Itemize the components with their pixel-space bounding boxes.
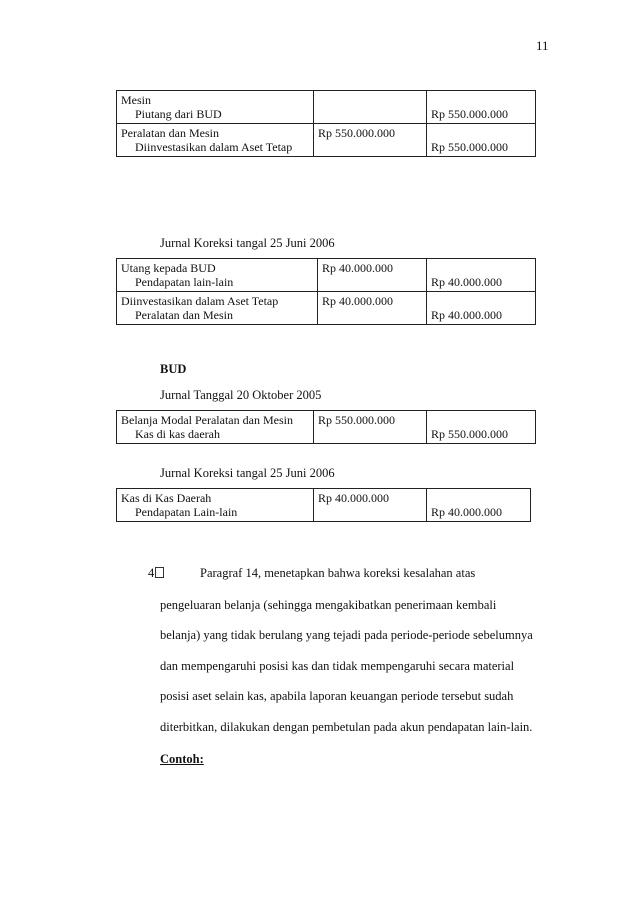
credit-account: Pendapatan Lain-lain — [135, 505, 238, 519]
debit-account: Kas di Kas Daerah — [121, 491, 212, 505]
account-cell — [117, 411, 314, 444]
credit-amount-cell — [427, 91, 536, 124]
journal-caption-3: Jurnal Tanggal 20 Oktober 2005 — [160, 388, 322, 402]
credit-amount: Rp 40.000.000 — [431, 505, 503, 519]
paragraph-number-text: 4 — [148, 566, 155, 580]
credit-amount-cell — [427, 124, 536, 157]
credit-account: Kas di kas daerah — [135, 427, 220, 441]
credit-amount: Rp 40.000.000 — [431, 275, 503, 289]
table-row — [117, 411, 536, 444]
table-row — [117, 259, 536, 292]
journal-table-3 — [116, 410, 536, 444]
credit-account: Peralatan dan Mesin — [135, 308, 233, 322]
debit-amount-cell — [318, 292, 427, 325]
debit-amount-cell — [314, 91, 427, 124]
paragraph-line: pengeluaran belanja (sehingga mengakibatkan penerimaan kembali — [160, 598, 497, 612]
credit-account: Pendapatan lain-lain — [135, 275, 234, 289]
page-number: 11 — [536, 38, 549, 53]
journal-table-1 — [116, 90, 536, 157]
debit-account: Belanja Modal Peralatan dan Mesin — [121, 413, 293, 427]
paragraph-line: posisi aset selain kas, apabila laporan keuangan periode tersebut sudah — [160, 689, 514, 703]
paragraph-line: belanja) yang tidak berulang yang tejadi pada periode-periode sebelumnya — [160, 628, 533, 642]
credit-account: Piutang dari BUD — [135, 107, 222, 121]
credit-amount: Rp 550.000.000 — [431, 427, 509, 441]
debit-amount: Rp 40.000.000 — [318, 491, 390, 505]
debit-account: Diinvestasikan dalam Aset Tetap — [121, 294, 279, 308]
section-heading: BUD — [160, 362, 187, 376]
debit-amount: Rp 40.000.000 — [322, 294, 394, 308]
credit-amount-cell — [427, 259, 536, 292]
credit-amount-cell — [427, 292, 536, 325]
paragraph-line: diterbitkan, dilakukan dengan pembetulan pada akun pendapatan lain-lain. — [160, 720, 533, 734]
debit-amount-cell — [318, 259, 427, 292]
table-row — [117, 91, 536, 124]
credit-amount: Rp 550.000.000 — [431, 140, 509, 154]
account-cell — [117, 91, 314, 124]
account-cell — [117, 292, 318, 325]
journal-table-2 — [116, 258, 536, 325]
paragraph-number — [148, 566, 164, 581]
table-row — [117, 292, 536, 325]
debit-amount: Rp 550.000.000 — [318, 413, 396, 427]
example-heading: Contoh: — [160, 752, 204, 766]
journal-caption-2: Jurnal Koreksi tangal 25 Juni 2006 — [160, 236, 335, 250]
journal-caption-4: Jurnal Koreksi tangal 25 Juni 2006 — [160, 466, 335, 480]
debit-amount: Rp 550.000.000 — [318, 126, 396, 140]
credit-amount-cell — [427, 489, 531, 522]
debit-amount-cell — [314, 411, 427, 444]
account-cell — [117, 259, 318, 292]
journal-table-4 — [116, 488, 531, 522]
credit-amount-cell — [427, 411, 536, 444]
credit-amount: Rp 40.000.000 — [431, 308, 503, 322]
debit-amount: Rp 40.000.000 — [322, 261, 394, 275]
credit-account: Diinvestasikan dalam Aset Tetap — [135, 140, 293, 154]
debit-account: Utang kepada BUD — [121, 261, 216, 275]
account-cell — [117, 124, 314, 157]
paragraph-line: Paragraf 14, menetapkan bahwa koreksi kesalahan atas — [200, 566, 476, 580]
bullet-placeholder-icon — [155, 567, 164, 578]
paragraph-line: dan mempengaruhi posisi kas dan tidak mempengaruhi secara material — [160, 659, 515, 673]
table-row — [117, 124, 536, 157]
debit-amount-cell — [314, 124, 427, 157]
table-row — [117, 489, 531, 522]
account-cell — [117, 489, 314, 522]
credit-amount: Rp 550.000.000 — [431, 107, 509, 121]
debit-amount-cell — [314, 489, 427, 522]
debit-account: Peralatan dan Mesin — [121, 126, 219, 140]
debit-account: Mesin — [121, 93, 151, 107]
